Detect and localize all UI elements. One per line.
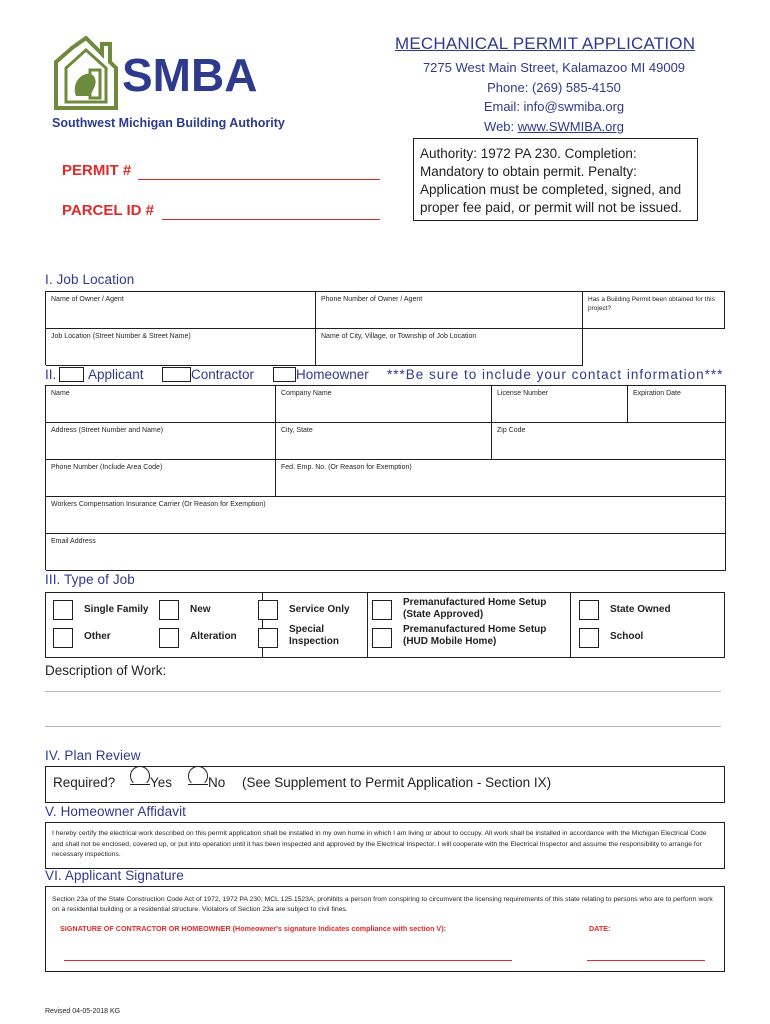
alteration-checkbox[interactable]: [159, 628, 179, 648]
school-checkbox[interactable]: [579, 628, 599, 648]
owner-phone-field[interactable]: [316, 292, 583, 329]
type-of-job-table: [45, 592, 725, 658]
email-label: Email Address: [51, 538, 96, 545]
single-family-label: Single Family: [84, 604, 149, 615]
new-checkbox[interactable]: [159, 600, 179, 620]
address-label: Address (Street Number and Name): [51, 427, 164, 434]
permit-field[interactable]: [138, 179, 380, 180]
divider: [570, 593, 571, 657]
plan-review-box: [45, 766, 725, 803]
date-label: DATE:: [589, 924, 611, 933]
applicant-table: [45, 385, 726, 570]
applicant-address-field[interactable]: [46, 423, 276, 460]
new-label: New: [190, 604, 211, 615]
authority-text: Authority: 1972 PA 230. Completion: Mandatory to obtain permit. Penalty: Application must be completed, signed, and proper fee paid, or permit will not be issued.: [420, 146, 682, 215]
plan-review-note: (See Supplement to Permit Application - Section IX): [242, 775, 552, 790]
building-permit-question[interactable]: [583, 292, 725, 329]
owner-name-label: Name of Owner / Agent: [51, 296, 124, 303]
no-blank: [188, 784, 208, 785]
web-link[interactable]: www.SWMIBA.org: [517, 118, 624, 134]
description-line-1[interactable]: [45, 691, 721, 692]
homeowner-checkbox[interactable]: [273, 367, 296, 382]
school-label: School: [610, 631, 644, 642]
email-address-field[interactable]: [46, 534, 726, 571]
yes-blank: [130, 784, 150, 785]
contractor-label: Contractor: [191, 367, 255, 382]
other-label: Other: [84, 631, 111, 642]
name-label: Name: [51, 390, 70, 397]
owner-phone-label: Phone Number of Owner / Agent: [321, 296, 423, 303]
web-prefix: Web:: [484, 118, 518, 134]
license-number-field[interactable]: [492, 386, 628, 423]
city-label: Name of City, Village, or Township of Job Location: [321, 333, 477, 340]
applicant-label: Applicant: [88, 367, 144, 382]
city-field[interactable]: [316, 329, 583, 366]
expiration-label: Expiration Date: [633, 390, 681, 397]
single-family-checkbox[interactable]: [53, 600, 73, 620]
state-owned-label: State Owned: [610, 604, 671, 615]
owner-name-field[interactable]: [46, 292, 316, 329]
required-label: Required?: [53, 775, 116, 790]
org-web: [380, 117, 728, 137]
org-phone: Phone: (269) 585-4150: [487, 79, 621, 95]
date-line[interactable]: [587, 960, 705, 961]
premanufactured-hud-checkbox[interactable]: [372, 628, 392, 648]
applicant-phone-field[interactable]: [46, 460, 276, 497]
zip-code-field[interactable]: [492, 423, 726, 460]
signature-line[interactable]: [64, 960, 512, 961]
revised-footer: Revised 04-05-2018 KG: [45, 1008, 121, 1015]
fed-label: Fed. Emp. No. (Or Reason for Exemption): [281, 464, 412, 471]
company-name-field[interactable]: [276, 386, 492, 423]
org-email: Email: info@swmiba.org: [483, 99, 625, 114]
form-title: MECHANICAL PERMIT APPLICATION: [395, 34, 696, 53]
signature-box: [45, 886, 725, 972]
house-logo-icon: [50, 36, 122, 114]
contact-block: [380, 58, 728, 136]
company-label: Company Name: [281, 390, 332, 397]
fed-emp-field[interactable]: [276, 460, 726, 497]
phone-label: Phone Number (Include Area Code): [51, 464, 163, 471]
description-line-2[interactable]: [45, 726, 721, 727]
no-label: No: [208, 775, 226, 790]
signature-legal-text: Section 23a of the State Construction Code Act of 1972, 1972 PA 230, MCL 125.1523A, prohibits a person from conspiring to circumvent the licensing requirements of this state relating to persons who are to perform work on a residential building or a residential structure. Violators of Section 23a are subject to civil fines.: [52, 896, 713, 913]
smba-logo: [50, 36, 300, 116]
premanufactured-state-checkbox[interactable]: [372, 600, 392, 620]
yes-label: Yes: [150, 775, 173, 790]
alteration-label: Alteration: [190, 631, 237, 642]
workers-comp-field[interactable]: [46, 497, 726, 534]
authority-box: [413, 138, 698, 221]
premanufactured-hud-label: Premanufactured Home Setup (HUD Mobile Home): [403, 624, 547, 647]
state-owned-checkbox[interactable]: [579, 600, 599, 620]
applicant-checkbox[interactable]: [59, 367, 84, 382]
contractor-checkbox[interactable]: [162, 367, 191, 382]
special-inspection-label: Special Inspection: [289, 624, 340, 647]
contact-notice: ***Be sure to include your contact information***: [387, 367, 724, 382]
yes-radio[interactable]: [130, 766, 150, 786]
workers-label: Workers Compensation Insurance Carrier (Or Reason for Exemption): [51, 501, 266, 508]
divider: [367, 593, 368, 657]
service-only-label: Service Only: [289, 604, 350, 615]
parcel-label: PARCEL ID #: [62, 202, 154, 219]
org-fullname: Southwest Michigan Building Authority: [52, 116, 285, 130]
section-signature-title: VI. Applicant Signature: [45, 868, 184, 883]
city-state-label: City, State: [281, 427, 313, 434]
section-type-of-job-title: III. Type of Job: [45, 572, 135, 587]
applicant-name-field[interactable]: [46, 386, 276, 423]
description-label: Description of Work:: [45, 663, 167, 678]
section-job-location-title: I. Job Location: [45, 272, 135, 287]
affidavit-box: [45, 822, 725, 869]
city-state-field[interactable]: [276, 423, 492, 460]
section-applicant-row: [45, 366, 735, 386]
parcel-field[interactable]: [162, 219, 380, 220]
service-only-checkbox[interactable]: [258, 600, 278, 620]
homeowner-label: Homeowner: [296, 367, 369, 382]
permit-question-label: Has a Building Permit been obtained for this project?: [588, 296, 715, 312]
org-name: SMBA: [122, 49, 258, 101]
permit-label: PERMIT #: [62, 162, 132, 179]
expiration-date-field[interactable]: [628, 386, 726, 423]
license-label: License Number: [497, 390, 548, 397]
affidavit-text: I hereby certify the electrical work described on this permit application shall be installed in my own home in which I am living or about to occupy. All work shall be installed in accordance with the Michigan Electrical Code and shall not be enclosed, covered up, or put into operation until it has been inspected and approved by the Electrical Inspector. I will cooperate with the Electrical Inspector and assume the responsibility to arrange for necessary inspections.: [52, 830, 707, 858]
special-inspection-checkbox[interactable]: [258, 628, 278, 648]
org-address: 7275 West Main Street, Kalamazoo MI 49009: [422, 60, 686, 75]
job-location-table: [45, 291, 725, 365]
signature-label: SIGNATURE OF CONTRACTOR OR HOMEOWNER (Homeowner's signature Indicates compliance with section V):: [60, 924, 447, 933]
section-two-roman: II.: [45, 367, 57, 382]
premanufactured-state-label: Premanufactured Home Setup (State Approved): [403, 597, 547, 620]
other-checkbox[interactable]: [53, 628, 73, 648]
section-plan-review-title: IV. Plan Review: [45, 748, 141, 763]
job-location-label: Job Location (Street Number & Street Name): [51, 333, 191, 340]
no-radio[interactable]: [188, 766, 208, 786]
job-location-field[interactable]: [46, 329, 316, 366]
zip-label: Zip Code: [497, 427, 526, 434]
section-affidavit-title: V. Homeowner Affidavit: [45, 804, 187, 819]
